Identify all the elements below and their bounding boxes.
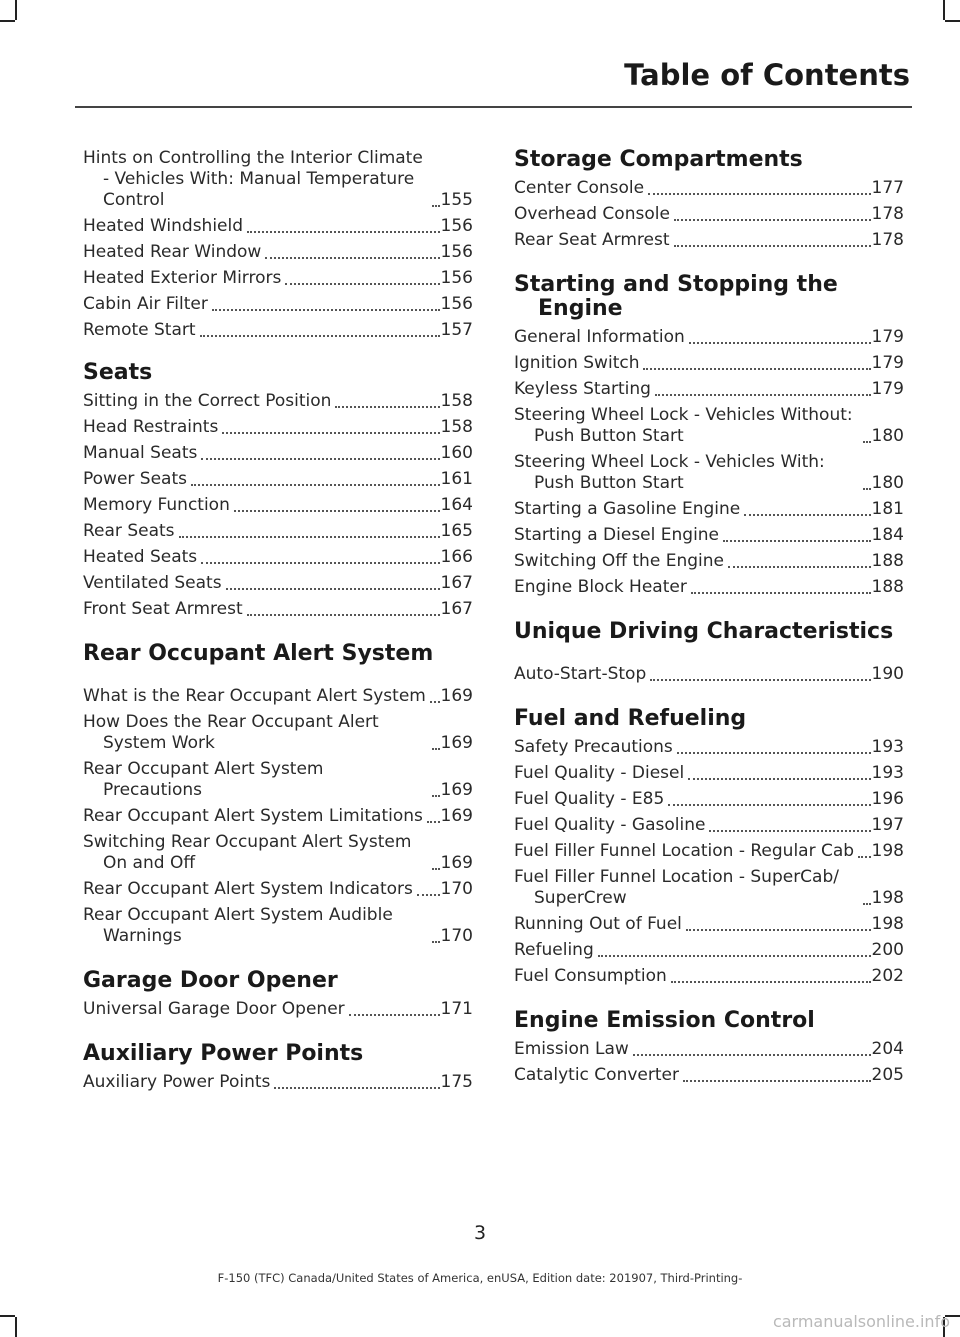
dot-leader	[201, 562, 439, 564]
toc-entry-page: 198	[871, 914, 904, 934]
toc-entry[interactable]	[514, 525, 904, 546]
dot-leader	[222, 432, 439, 434]
dot-leader	[709, 830, 870, 832]
toc-entry[interactable]	[83, 1072, 473, 1093]
toc-section-aux-power	[83, 1042, 473, 1093]
section-heading: Garage Door Opener	[83, 968, 338, 993]
toc-entry-page: 202	[871, 966, 904, 986]
toc-entry[interactable]	[514, 577, 904, 598]
toc-entry[interactable]	[83, 216, 473, 237]
toc-section-unique-driving	[514, 620, 904, 685]
toc-entry-page: 188	[871, 551, 904, 571]
toc-entry-page: 169	[440, 686, 473, 706]
toc-entry-title: Auxiliary Power Points	[83, 1072, 271, 1092]
toc-entry-title: Hints on Controlling the Interior Climate - Vehicles With: Manual Temperature Control	[83, 148, 423, 210]
toc-entry-page: 193	[871, 737, 904, 757]
dot-leader	[648, 193, 870, 195]
toc-entry-page: 158	[440, 417, 473, 437]
toc-entry[interactable]	[514, 763, 904, 784]
toc-entry[interactable]	[514, 966, 904, 987]
toc-entry-title: Refueling	[514, 940, 594, 960]
dot-leader	[432, 868, 440, 870]
toc-section-storage	[514, 148, 904, 251]
toc-entry-title: Remote Start	[83, 320, 196, 340]
toc-entry[interactable]	[83, 759, 473, 801]
crop-mark	[15, 0, 17, 20]
dot-leader	[417, 894, 440, 896]
toc-entry[interactable]	[83, 469, 473, 490]
toc-entry[interactable]	[514, 327, 904, 348]
toc-entry[interactable]	[83, 320, 473, 341]
toc-entry[interactable]	[514, 737, 904, 758]
toc-entry-page: 175	[440, 1072, 473, 1092]
dot-leader	[633, 1054, 871, 1056]
page-number: 3	[473, 1222, 487, 1244]
dot-leader	[863, 441, 871, 443]
toc-entry-title: Head Restraints	[83, 417, 219, 437]
toc-entry[interactable]	[83, 148, 473, 211]
toc-entry-title: Fuel Quality - Gasoline	[514, 815, 706, 835]
dot-leader	[432, 748, 440, 750]
toc-entry-title: Rear Occupant Alert System Precautions	[83, 759, 324, 800]
toc-entry-page: 169	[440, 733, 473, 753]
toc-entry-title: Running Out of Fuel	[514, 914, 682, 934]
toc-entry-page: 156	[440, 242, 473, 262]
toc-entry-page: 188	[871, 577, 904, 597]
toc-entry-title: How Does the Rear Occupant Alert System Work	[83, 712, 379, 753]
toc-entry-title: Fuel Quality - Diesel	[514, 763, 685, 783]
toc-entry-page: 157	[440, 320, 473, 340]
toc-entry-title: Steering Wheel Lock - Vehicles Without: Push Button Start	[514, 405, 853, 446]
toc-entry-list	[514, 664, 904, 685]
crop-mark	[943, 0, 945, 20]
toc-entry[interactable]	[83, 599, 473, 620]
toc-entry[interactable]	[83, 686, 473, 707]
toc-entry[interactable]	[83, 268, 473, 289]
dot-leader	[688, 778, 870, 780]
dot-leader	[650, 679, 870, 681]
toc-entry-title: Center Console	[514, 178, 645, 198]
dot-leader	[728, 566, 871, 568]
page-title: Table of Contents	[624, 58, 910, 92]
toc-entry-page: 190	[871, 664, 904, 684]
toc-entry-list	[83, 1072, 473, 1093]
toc-entry[interactable]	[514, 664, 904, 685]
toc-entry-title: Ignition Switch	[514, 353, 640, 373]
toc-entry-page: 200	[871, 940, 904, 960]
dot-leader	[247, 231, 440, 233]
toc-entry-title: Rear Seats	[83, 521, 175, 541]
toc-entry-title: Starting a Gasoline Engine	[514, 499, 741, 519]
toc-entry[interactable]	[83, 905, 473, 947]
toc-entry-page: 167	[440, 573, 473, 593]
toc-entry[interactable]	[514, 940, 904, 961]
dot-leader	[671, 981, 871, 983]
toc-entry-title: Ventilated Seats	[83, 573, 222, 593]
toc-entry-title: Overhead Console	[514, 204, 670, 224]
dot-leader	[598, 955, 871, 957]
dot-leader	[683, 1080, 871, 1082]
toc-entry-title: Universal Garage Door Opener	[83, 999, 345, 1019]
toc-entry[interactable]	[83, 547, 473, 568]
toc-entry-title: General Information	[514, 327, 685, 347]
toc-left-column	[83, 148, 473, 1115]
toc-entry[interactable]	[514, 914, 904, 935]
toc-entry-page: 196	[871, 789, 904, 809]
toc-entry-title: Catalytic Converter	[514, 1065, 679, 1085]
toc-entry-page: 158	[440, 391, 473, 411]
toc-entry[interactable]	[83, 391, 473, 412]
toc-entry[interactable]	[514, 379, 904, 400]
toc-entry-page: 179	[871, 379, 904, 399]
toc-entry-page: 165	[440, 521, 473, 541]
toc-entry[interactable]	[83, 417, 473, 438]
toc-entry-page: 179	[871, 327, 904, 347]
toc-right-column	[514, 148, 904, 1108]
dot-leader	[191, 484, 440, 486]
toc-entry[interactable]	[83, 832, 473, 874]
toc-section-rear-occupant	[83, 642, 473, 947]
toc-section-fuel	[514, 707, 904, 987]
header-divider	[75, 106, 912, 108]
dot-leader	[744, 514, 870, 516]
dot-leader	[863, 903, 871, 905]
toc-entry-list	[514, 178, 904, 251]
toc-entry[interactable]	[514, 230, 904, 251]
toc-entry-title: Fuel Quality - E85	[514, 789, 665, 809]
toc-entry-page: 156	[440, 294, 473, 314]
section-heading: Starting and Stopping the Engine	[514, 272, 838, 321]
toc-entry-title: Fuel Consumption	[514, 966, 667, 986]
dot-leader	[349, 1014, 440, 1016]
toc-entry-title: Heated Exterior Mirrors	[83, 268, 282, 288]
crop-mark	[0, 20, 15, 22]
toc-entry[interactable]	[83, 879, 473, 900]
toc-entry-page: 169	[440, 806, 473, 826]
toc-entry-page: 167	[440, 599, 473, 619]
toc-entry-page: 198	[871, 841, 904, 861]
toc-entry-page: 184	[871, 525, 904, 545]
toc-entry-title: Auto-Start-Stop	[514, 664, 647, 684]
section-heading: Engine Emission Control	[514, 1008, 815, 1033]
dot-leader	[212, 309, 440, 311]
crop-mark	[15, 1317, 17, 1337]
toc-entry-list	[514, 327, 904, 598]
toc-entry-list	[83, 391, 473, 620]
dot-leader	[674, 219, 871, 221]
toc-entry-title: Heated Seats	[83, 547, 198, 567]
toc-entry-list	[83, 999, 473, 1020]
toc-entry-page: 180	[871, 426, 904, 446]
toc-entry-list	[83, 686, 473, 947]
toc-entry-title: Front Seat Armrest	[83, 599, 243, 619]
dot-leader	[432, 205, 440, 207]
toc-entry-page: 205	[871, 1065, 904, 1085]
toc-entry-title: Rear Occupant Alert System Indicators	[83, 879, 413, 899]
toc-entry[interactable]	[514, 452, 904, 494]
toc-section-starting	[514, 273, 904, 598]
dot-leader	[677, 752, 871, 754]
toc-entry[interactable]	[514, 204, 904, 225]
toc-entry-page: 197	[871, 815, 904, 835]
toc-entry[interactable]	[83, 999, 473, 1020]
toc-entry[interactable]	[83, 712, 473, 754]
dot-leader	[674, 245, 871, 247]
toc-section-climate	[83, 148, 473, 341]
toc-entry-page: 178	[871, 204, 904, 224]
toc-entry[interactable]	[83, 806, 473, 827]
toc-entry-page: 170	[440, 926, 473, 946]
toc-entry-title: Rear Occupant Alert System Audible Warnings	[83, 905, 393, 946]
toc-entry-title: Cabin Air Filter	[83, 294, 208, 314]
toc-entry-title: Manual Seats	[83, 443, 198, 463]
toc-entry-title: Starting a Diesel Engine	[514, 525, 720, 545]
toc-entry-title: Switching Rear Occupant Alert System On and Off	[83, 832, 412, 873]
toc-section-emission	[514, 1009, 904, 1086]
toc-entry-list	[83, 148, 473, 341]
toc-entry-page: 177	[871, 178, 904, 198]
toc-entry[interactable]	[83, 495, 473, 516]
toc-entry-page: 178	[871, 230, 904, 250]
toc-entry-title: Fuel Filler Funnel Location - SuperCab/ SuperCrew	[514, 867, 839, 908]
toc-entry-page: 171	[440, 999, 473, 1019]
toc-entry-page: 198	[871, 888, 904, 908]
dot-leader	[723, 540, 871, 542]
toc-entry-title: Steering Wheel Lock - Vehicles With: Push Button Start	[514, 452, 825, 493]
toc-entry[interactable]	[514, 353, 904, 374]
toc-entry-title: Emission Law	[514, 1039, 629, 1059]
toc-entry-title: Rear Seat Armrest	[514, 230, 670, 250]
toc-entry-page: 204	[871, 1039, 904, 1059]
toc-entry[interactable]	[83, 573, 473, 594]
toc-entry[interactable]	[514, 405, 904, 447]
toc-entry-list	[514, 737, 904, 987]
toc-entry-page: 164	[440, 495, 473, 515]
toc-entry-page: 156	[440, 268, 473, 288]
dot-leader	[863, 488, 871, 490]
dot-leader	[201, 458, 439, 460]
toc-entry-list	[514, 1039, 904, 1086]
dot-leader	[655, 394, 871, 396]
toc-entry-title: Safety Precautions	[514, 737, 673, 757]
dot-leader	[179, 536, 440, 538]
toc-entry[interactable]	[514, 499, 904, 520]
crop-mark	[945, 20, 960, 22]
toc-entry-page: 161	[440, 469, 473, 489]
dot-leader	[247, 614, 440, 616]
section-heading: Seats	[83, 360, 153, 385]
section-heading: Unique Driving Characteristics	[514, 619, 894, 644]
dot-leader	[689, 342, 871, 344]
crop-mark	[0, 1315, 15, 1317]
toc-entry[interactable]	[514, 867, 904, 909]
toc-entry-title: Heated Windshield	[83, 216, 244, 236]
toc-entry-title: Memory Function	[83, 495, 230, 515]
toc-entry-page: 170	[440, 879, 473, 899]
toc-entry[interactable]	[514, 1065, 904, 1086]
section-heading: Rear Occupant Alert System	[83, 641, 434, 666]
toc-entry[interactable]	[514, 841, 904, 862]
toc-entry[interactable]	[83, 443, 473, 464]
toc-section-garage	[83, 969, 473, 1020]
dot-leader	[858, 856, 870, 858]
dot-leader	[285, 283, 439, 285]
toc-entry-title: Engine Block Heater	[514, 577, 687, 597]
toc-entry-page: 181	[871, 499, 904, 519]
dot-leader	[234, 510, 440, 512]
toc-entry-title: What is the Rear Occupant Alert System	[83, 686, 426, 706]
toc-entry[interactable]	[514, 789, 904, 810]
dot-leader	[691, 592, 871, 594]
section-heading: Auxiliary Power Points	[83, 1041, 364, 1066]
toc-entry[interactable]	[83, 294, 473, 315]
toc-entry[interactable]	[514, 178, 904, 199]
dot-leader	[427, 821, 440, 823]
toc-entry-page: 169	[440, 853, 473, 873]
dot-leader	[265, 257, 439, 259]
dot-leader	[430, 701, 440, 703]
toc-entry[interactable]	[514, 815, 904, 836]
toc-entry[interactable]	[83, 521, 473, 542]
dot-leader	[335, 406, 439, 408]
section-heading: Fuel and Refueling	[514, 706, 747, 731]
section-heading: Storage Compartments	[514, 147, 803, 172]
toc-entry-title: Switching Off the Engine	[514, 551, 724, 571]
toc-entry-page: 166	[440, 547, 473, 567]
toc-entry-title: Rear Occupant Alert System Limitations	[83, 806, 423, 826]
watermark: carmanualsonline.info	[772, 1312, 950, 1331]
edition-footer: F-150 (TFC) Canada/United States of America, enUSA, Edition date: 201907, Third-Printing-	[217, 1271, 743, 1285]
dot-leader	[668, 804, 870, 806]
dot-leader	[200, 335, 440, 337]
dot-leader	[274, 1087, 439, 1089]
dot-leader	[226, 588, 440, 590]
toc-entry-title: Heated Rear Window	[83, 242, 262, 262]
toc-section-seats	[83, 361, 473, 620]
toc-entry-page: 160	[440, 443, 473, 463]
toc-entry-page: 193	[871, 763, 904, 783]
dot-leader	[432, 795, 440, 797]
toc-entry-page: 169	[440, 780, 473, 800]
toc-entry-title: Sitting in the Correct Position	[83, 391, 332, 411]
toc-entry-page: 155	[440, 190, 473, 210]
toc-entry-title: Keyless Starting	[514, 379, 651, 399]
toc-entry-page: 156	[440, 216, 473, 236]
dot-leader	[643, 368, 870, 370]
toc-entry[interactable]	[514, 1039, 904, 1060]
toc-entry-title: Fuel Filler Funnel Location - Regular Cab	[514, 841, 855, 861]
dot-leader	[432, 941, 440, 943]
dot-leader	[686, 929, 871, 931]
toc-entry-page: 179	[871, 353, 904, 373]
toc-entry-page: 180	[871, 473, 904, 493]
toc-entry[interactable]	[83, 242, 473, 263]
toc-entry[interactable]	[514, 551, 904, 572]
toc-entry-title: Power Seats	[83, 469, 187, 489]
